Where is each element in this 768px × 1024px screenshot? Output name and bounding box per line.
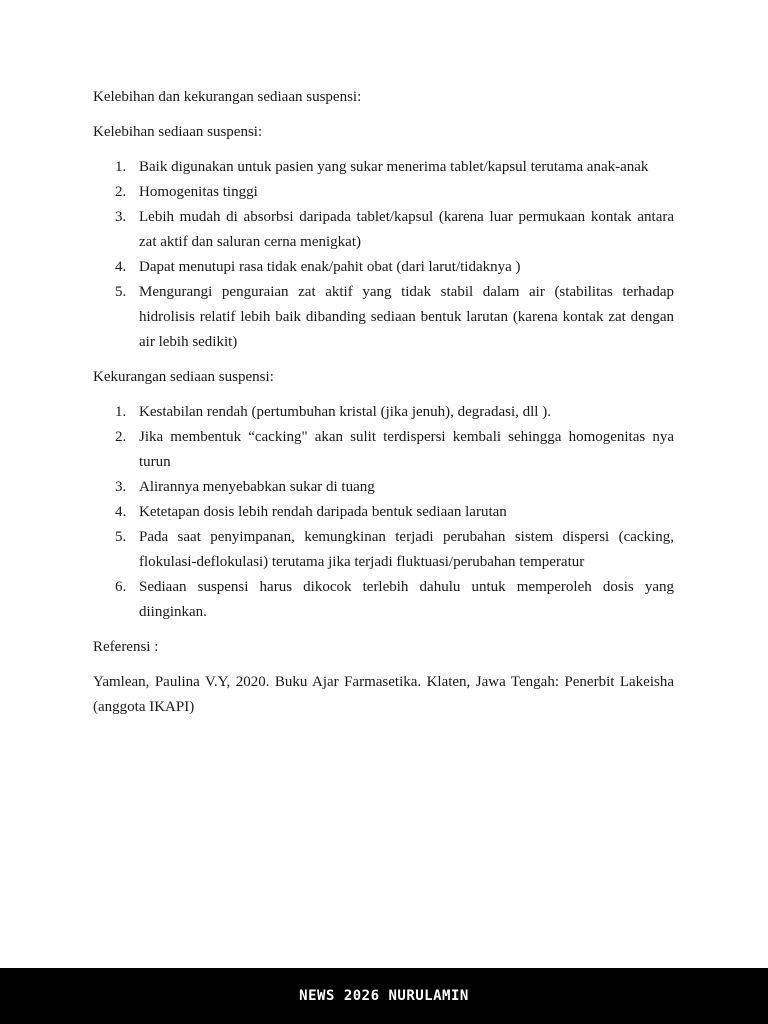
list-item <box>93 400 674 425</box>
list-item-text: Baik digunakan untuk pasien yang sukar menerima tablet/kapsul terutama anak-anak <box>139 159 649 175</box>
list-item-text: Jika membentuk “cacking" akan sulit terdispersi kembali sehingga homogenitas nya turun <box>139 429 674 470</box>
list-item-number: 4. <box>115 259 127 275</box>
list-item-text: Alirannya menyebabkan sukar di tuang <box>139 479 375 495</box>
list-item-number: 3. <box>115 479 127 495</box>
disadvantages-heading: Kekurangan sediaan suspensi: <box>93 369 274 385</box>
list-item <box>93 525 674 575</box>
advantages-list <box>93 155 674 355</box>
list-item-text: Ketetapan dosis lebih rendah daripada bentuk sediaan larutan <box>139 504 507 520</box>
list-item-text: Lebih mudah di absorbsi daripada tablet/kapsul (karena luar permukaan kontak antara zat aktif dan saluran cerna menigkat) <box>139 209 674 250</box>
list-item <box>93 155 674 180</box>
list-item-number: 5. <box>115 529 127 545</box>
document-title: Kelebihan dan kekurangan sediaan suspensi: <box>93 89 362 105</box>
list-item-number: 6. <box>115 579 127 595</box>
list-item-number: 5. <box>115 284 127 300</box>
list-item <box>93 475 674 500</box>
list-item-text: Mengurangi penguraian zat aktif yang tidak stabil dalam air (stabilitas terhadap hidrolisis relatif lebih baik dibanding sediaan bentuk larutan (karena kontak zat dengan air lebih sedikit) <box>139 284 674 350</box>
footer-bar <box>0 968 768 1024</box>
reference-text: Yamlean, Paulina V.Y, 2020. Buku Ajar Farmasetika. Klaten, Jawa Tengah: Penerbit Lakeisha (anggota IKAPI) <box>93 674 674 715</box>
list-item <box>93 425 674 475</box>
list-item-number: 2. <box>115 184 127 200</box>
list-item <box>93 500 674 525</box>
list-item-text: Homogenitas tinggi <box>139 184 258 200</box>
list-item-number: 4. <box>115 504 127 520</box>
advantages-heading: Kelebihan sediaan suspensi: <box>93 124 263 140</box>
list-item <box>93 575 674 625</box>
list-item-text: Dapat menutupi rasa tidak enak/pahit obat (dari larut/tidaknya ) <box>139 259 521 275</box>
list-item-number: 3. <box>115 209 127 225</box>
list-item <box>93 180 674 205</box>
list-item-text: Sediaan suspensi harus dikocok terlebih dahulu untuk memperoleh dosis yang diinginkan. <box>139 579 674 620</box>
list-item-text: Kestabilan rendah (pertumbuhan kristal (jika jenuh), degradasi, dll ). <box>139 404 551 420</box>
list-item <box>93 255 674 280</box>
reference-heading: Referensi : <box>93 639 159 655</box>
list-item <box>93 280 674 355</box>
list-item <box>93 205 674 255</box>
list-item-text: Pada saat penyimpanan, kemungkinan terjadi perubahan sistem dispersi (cacking, flokulasi-deflokulasi) terutama jika terjadi fluktuasi/perubahan temperatur <box>139 529 674 570</box>
list-item-number: 1. <box>115 159 127 175</box>
footer-watermark: NEWS 2026 NURULAMIN <box>299 988 469 1004</box>
document-page <box>93 85 674 720</box>
list-item-number: 1. <box>115 404 127 420</box>
disadvantages-list <box>93 400 674 625</box>
list-item-number: 2. <box>115 429 127 445</box>
